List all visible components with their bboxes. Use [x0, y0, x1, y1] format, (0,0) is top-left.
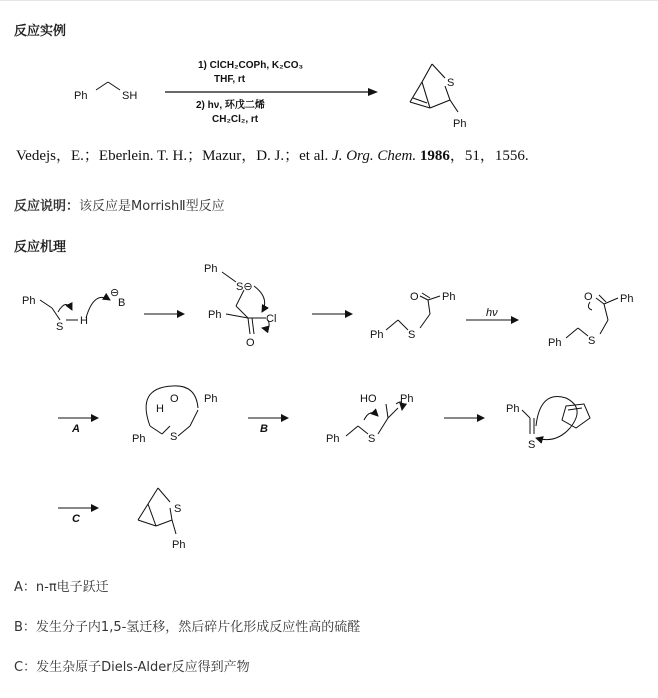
- m1-s: S: [56, 321, 64, 333]
- citation-journal: J. Org. Chem.: [332, 148, 417, 164]
- description-title: 反应说明: [14, 199, 67, 214]
- mechanism-scheme: [0, 258, 658, 558]
- citation: [16, 144, 529, 165]
- m5-h: H: [156, 403, 164, 415]
- m3-o: O: [410, 291, 419, 303]
- condition-1-solvent: THF, rt: [214, 74, 246, 85]
- citation-volume-pages: ，51，1556.: [449, 148, 529, 164]
- m3-s: S: [408, 329, 416, 341]
- m8-ph: Ph: [172, 539, 186, 551]
- product-ph: Ph: [453, 118, 467, 130]
- m5-ph: Ph: [204, 393, 218, 405]
- m1-base-charge: ⊖: [110, 287, 120, 299]
- description-text: 该反应是MorrishⅡ型反应: [79, 199, 225, 214]
- reactant-ph: Ph: [74, 90, 88, 102]
- top-border: [0, 0, 658, 1]
- m6-ph2: Ph: [326, 433, 340, 445]
- m4-o: O: [584, 291, 593, 303]
- m2-o: O: [246, 337, 255, 349]
- m1-ph: Ph: [22, 295, 36, 307]
- m2-cl: Cl: [266, 313, 277, 325]
- m1-base: B: [118, 297, 126, 309]
- condition-1: 1) ClCH₂COPh, K₂CO₃: [198, 60, 304, 71]
- label-c: C: [72, 513, 80, 525]
- section-title-example: 反应实例: [14, 24, 67, 39]
- m7-s: S: [528, 439, 536, 451]
- m-hv: hν: [486, 307, 498, 319]
- label-b: B: [260, 423, 268, 435]
- note-a: A：n-π电子跃迁: [14, 580, 109, 595]
- section-title-mechanism: 反应机理: [14, 240, 67, 255]
- m4-s: S: [588, 335, 596, 347]
- m1-h: H: [80, 315, 88, 327]
- m7-ph: Ph: [506, 403, 520, 415]
- m3-ph2: Ph: [442, 291, 456, 303]
- condition-2: 2) hν, 环戊二烯: [196, 100, 265, 111]
- m2-ph: Ph: [204, 263, 218, 275]
- note-c: C：发生杂原子Diels-Alder反应得到产物: [14, 660, 250, 675]
- product-s: S: [447, 77, 455, 89]
- citation-authors: Vedejs，E.；Eberlein. T. H.；Mazur，D. J.；et al.: [16, 148, 329, 164]
- note-b: B：发生分子内1,5-氢迁移，然后碎片化形成反应性高的硫醛: [14, 620, 361, 635]
- m5-o: O: [170, 393, 179, 405]
- m6-ho: HO: [360, 393, 377, 405]
- m5-s: S: [170, 431, 178, 443]
- m6-ph: Ph: [400, 393, 414, 405]
- m3-ph: Ph: [370, 329, 384, 341]
- reaction-example-scheme: [0, 42, 658, 138]
- reactant-sh: SH: [122, 90, 138, 102]
- citation-year: 1986: [419, 148, 450, 164]
- description-colon: ：: [66, 199, 80, 214]
- m2-ph2: Ph: [208, 309, 222, 321]
- section-description: [14, 195, 225, 214]
- m8-s: S: [174, 503, 182, 515]
- m6-s: S: [368, 433, 376, 445]
- m2-s-charge: S⊖: [236, 281, 253, 293]
- m4-ph2: Ph: [620, 293, 634, 305]
- m4-ph: Ph: [548, 337, 562, 349]
- label-a: A: [72, 423, 80, 435]
- condition-2-solvent: CH₂Cl₂, rt: [212, 114, 259, 125]
- m5-ph2: Ph: [132, 433, 146, 445]
